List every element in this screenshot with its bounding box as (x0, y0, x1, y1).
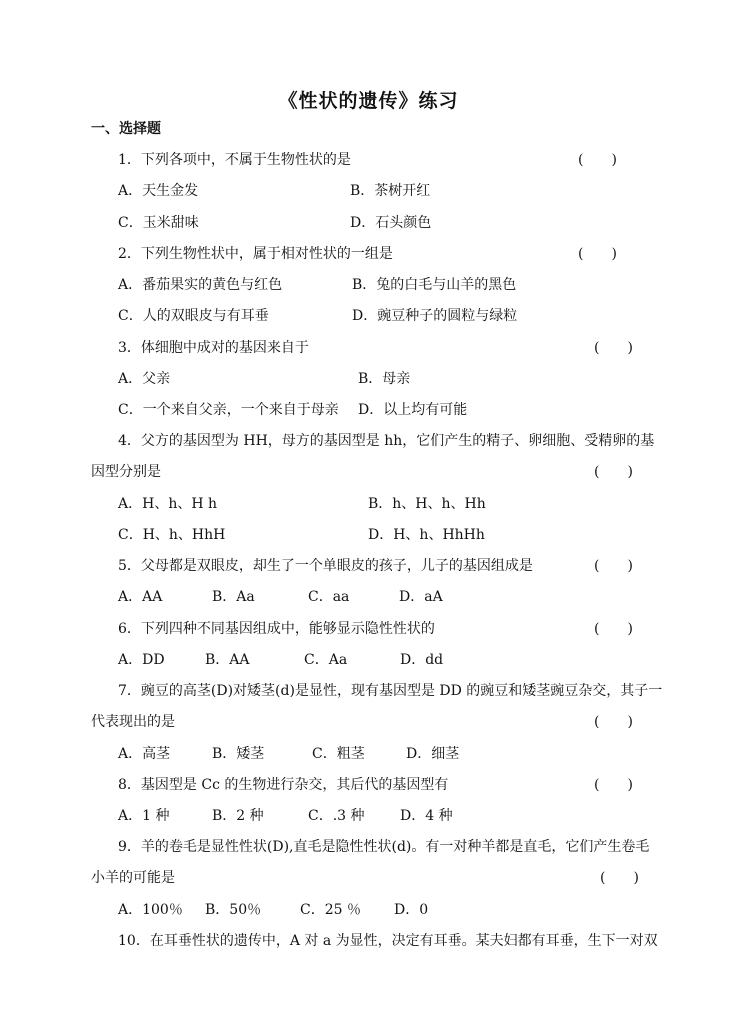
question-9-stem-continued: 小羊的可能是 (91, 870, 175, 886)
question-7-option-d: D．细茎 (406, 746, 460, 762)
question-8-option-b: B．2 种 (212, 808, 264, 824)
question-6-stem: 6．下列四种不同基因组成中，能够显示隐性性状的 (118, 621, 435, 637)
question-9-option-c: C．25 ％ (300, 902, 361, 918)
question-1-option-c: C．玉米甜味 (118, 215, 199, 231)
question-6-answer-blank: ( ) (594, 621, 633, 637)
question-4-stem-continued: 因型分别是 (91, 464, 161, 480)
question-4-stem: 4．父方的基因型为 HH，母方的基因型是 hh，它们产生的精子、卵细胞、受精卵的基 (118, 433, 655, 449)
question-2-stem: 2．下列生物性状中，属于相对性状的一组是 (118, 246, 393, 262)
question-8-option-d: D．4 种 (400, 808, 453, 824)
question-3-option-c: C．一个来自父亲，一个来自于母亲 (118, 402, 339, 418)
question-7-option-b: B．矮茎 (212, 746, 265, 762)
question-2-option-d: D．豌豆种子的圆粒与绿粒 (352, 308, 518, 324)
question-6-option-a: A．DD (118, 652, 165, 668)
question-3-option-a: A．父亲 (118, 371, 171, 387)
question-1-option-d: D．石头颜色 (350, 215, 432, 231)
question-5-stem: 5．父母都是双眼皮，却生了一个单眼皮的孩子，儿子的基因组成是 (118, 558, 533, 574)
question-5-option-c: C．aa (308, 589, 350, 605)
page-title: 《性状的遗传》练习 (278, 90, 459, 112)
question-7-stem-continued: 代表现出的是 (91, 714, 175, 730)
question-7-stem: 7．豌豆的高茎(D)对矮茎(d)是显性，现有基因型是 DD 的豌豆和矮茎豌豆杂交，其子一 (118, 683, 663, 699)
question-6-option-b: B．AA (205, 652, 250, 668)
question-6-option-c: C．Aa (304, 652, 348, 668)
question-1-stem: 1．下列各项中，不属于生物性状的是 (118, 152, 351, 168)
question-8-option-a: A．1 种 (118, 808, 170, 824)
question-8-answer-blank: ( ) (594, 777, 633, 793)
question-4-option-b: B．h、H、h、Hh (368, 496, 486, 512)
question-3-stem: 3．体细胞中成对的基因来自于 (118, 340, 309, 356)
question-4-option-c: C．H、h、HhH (118, 527, 226, 543)
question-9-answer-blank: ( ) (600, 870, 639, 886)
question-9-option-d: D．0 (394, 902, 429, 918)
question-1-answer-blank: ( ) (578, 152, 617, 168)
section-heading: 一、选择题 (91, 121, 161, 137)
question-5-option-a: A．AA (118, 589, 163, 605)
question-7-answer-blank: ( ) (594, 714, 633, 730)
question-4-answer-blank: ( ) (594, 464, 633, 480)
question-1-option-a: A．天生金发 (118, 183, 199, 199)
question-10-stem: 10．在耳垂性状的遗传中，A 对 a 为显性，决定有耳垂。某夫妇都有耳垂，生下一对双 (118, 933, 658, 949)
question-2-option-c: C．人的双眼皮与有耳垂 (118, 308, 269, 324)
question-2-option-a: A．番茄果实的黄色与红色 (118, 277, 283, 293)
question-3-option-d: D．以上均有可能 (358, 402, 468, 418)
question-4-option-a: A．H、h、H h (118, 496, 218, 512)
question-8-option-c: C．.3 种 (308, 808, 365, 824)
question-6-option-d: D．dd (400, 652, 444, 668)
question-2-option-b: B．兔的白毛与山羊的黑色 (352, 277, 517, 293)
question-5-option-b: B．Aa (212, 589, 255, 605)
question-5-option-d: D．aA (399, 589, 443, 605)
question-1-option-b: B．茶树开红 (350, 183, 431, 199)
question-7-option-c: C．粗茎 (312, 746, 365, 762)
question-3-option-b: B．母亲 (358, 371, 411, 387)
question-2-answer-blank: ( ) (578, 246, 617, 262)
question-8-stem: 8．基因型是 Cc 的生物进行杂交，其后代的基因型有 (118, 777, 449, 793)
question-3-answer-blank: ( ) (594, 340, 633, 356)
question-9-option-b: B．50％ (205, 902, 262, 918)
question-4-option-d: D．H、h、HhHh (368, 527, 485, 543)
question-7-option-a: A．高茎 (118, 746, 171, 762)
question-5-answer-blank: ( ) (594, 558, 633, 574)
question-9-option-a: A．100％ (118, 902, 183, 918)
question-9-stem: 9．羊的卷毛是显性性状(D),直毛是隐性性状(d)。有一对种羊都是直毛，它们产生卷毛 (118, 839, 650, 855)
